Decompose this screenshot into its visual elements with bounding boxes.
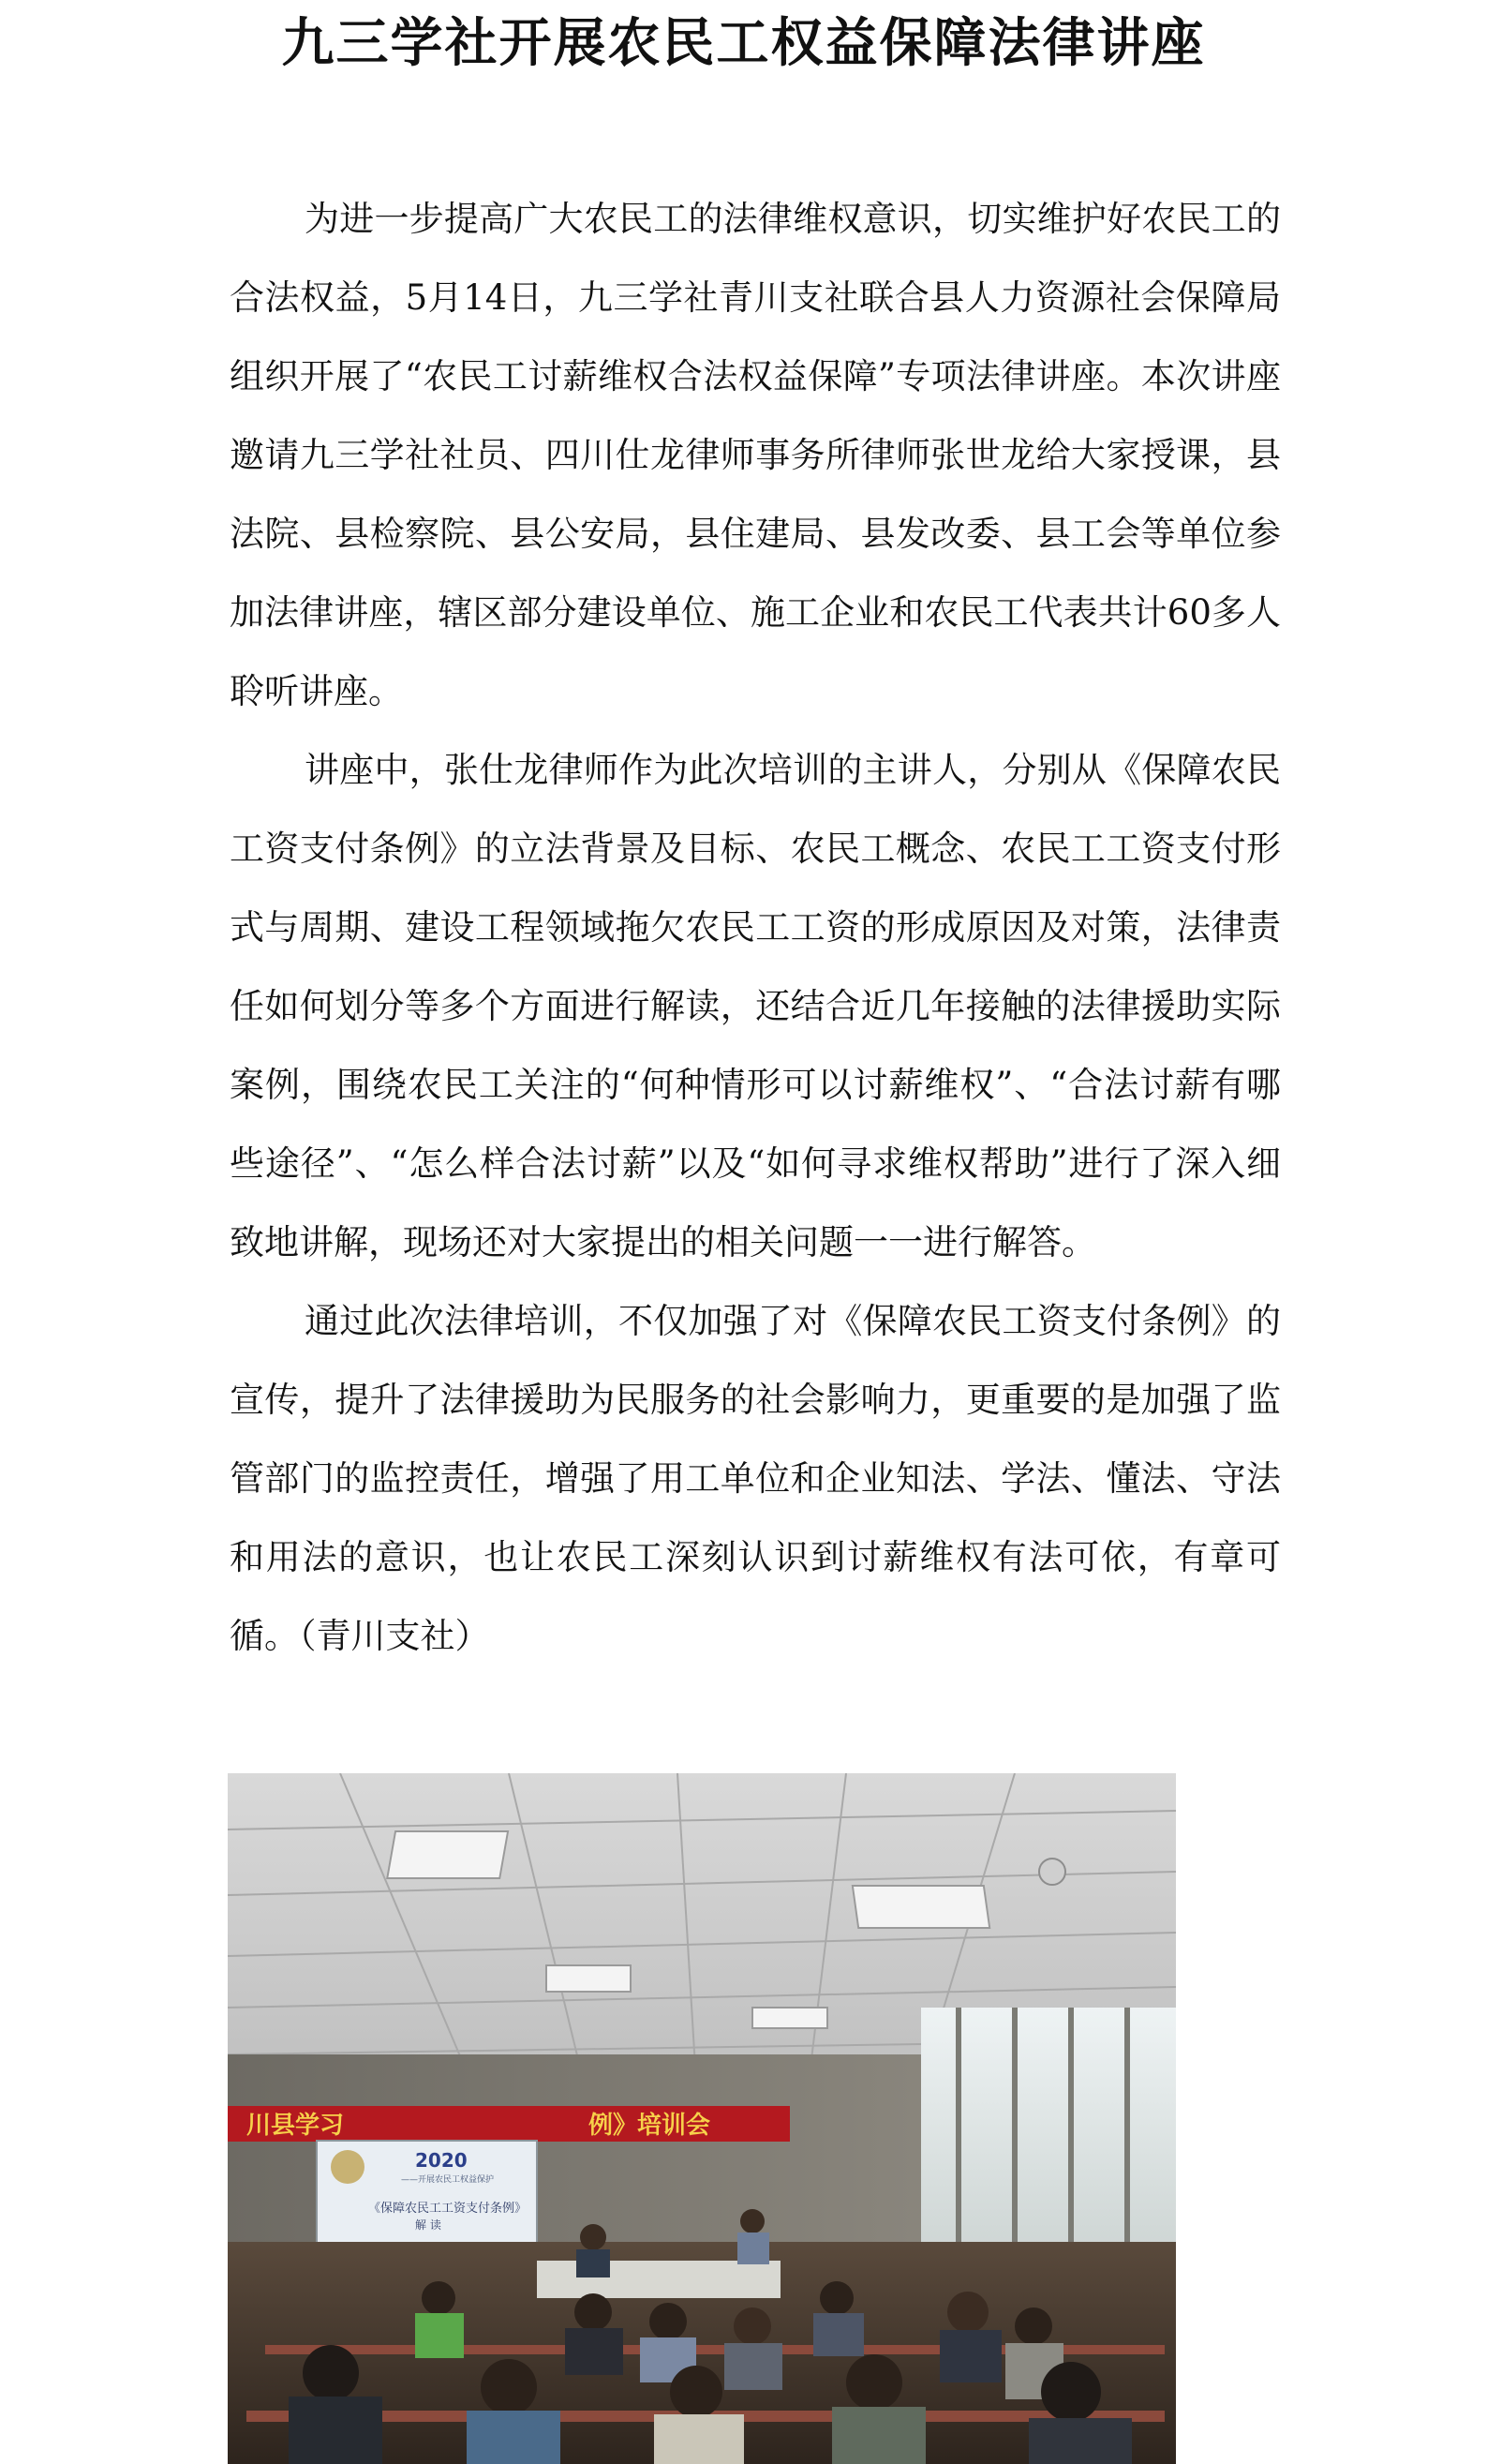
- screen-subtitle: ——开展农民工权益保护: [401, 2175, 495, 2185]
- article-paragraph-2: 讲座中，张仕龙律师作为此次培训的主讲人，分别从《保障农民工资支付条例》的立法背景及目标、农民工概念、农民工工资支付形式与周期、建设工程领域拖欠农民工工资的形成原因及对策，法律责任如何划分等多个方面进行解读，还结合近几年接触的法律援助实际案例，围绕农民工关注的“何种情形可以讨薪维权”、“合法讨薪有哪些途径”、“怎么样合法讨薪”以及“如何寻求维权帮助”进行了深入细致地讲解，现场还对大家提出的相关问题一一进行解答。: [230, 750, 1281, 1262]
- screen-heading: 《保障农民工工资支付条例》: [368, 2202, 528, 2216]
- banner-text-left: 川县学习: [246, 2112, 345, 2140]
- screen-year: 2020: [415, 2149, 468, 2172]
- banner-text-right: 例》培训会: [588, 2112, 711, 2140]
- article-title: 九三学社开展农民工权益保障法律讲座: [281, 12, 1206, 74]
- presenter-table: [537, 2261, 781, 2298]
- logo-emblem: [331, 2150, 364, 2184]
- screen-word: 解 读: [415, 2218, 441, 2232]
- speaker-icon: [1039, 1859, 1065, 1885]
- lecture-photo-scene: [228, 1773, 1176, 2464]
- lecture-photo: [228, 1773, 1176, 2464]
- article-paragraph-3: 通过此次法律培训，不仅加强了对《保障农民工资支付条例》的宣传，提升了法律援助为民服务的社会影响力，更重要的是加强了监管部门的监控责任，增强了用工单位和企业知法、学法、懂法、守法和用法的意识，也让农民工深刻认识到讨薪维权有法可依，有章可循。（青川支社）: [230, 1301, 1281, 1656]
- article-body: [230, 180, 1281, 1676]
- article-paragraph-1: 为进一步提高广大农民工的法律维权意识，切实维护好农民工的合法权益，5月14日，九三学社青川支社联合县人力资源社会保障局组织开展了“农民工讨薪维权合法权益保障”专项法律讲座。本次讲座邀请九三学社社员、四川仕龙律师事务所律师张世龙给大家授课，县法院、县检察院、县公安局，县住建局、县发改委、县工会等单位参加法律讲座，辖区部分建设单位、施工企业和农民工代表共计60多人聆听讲座。: [230, 199, 1281, 711]
